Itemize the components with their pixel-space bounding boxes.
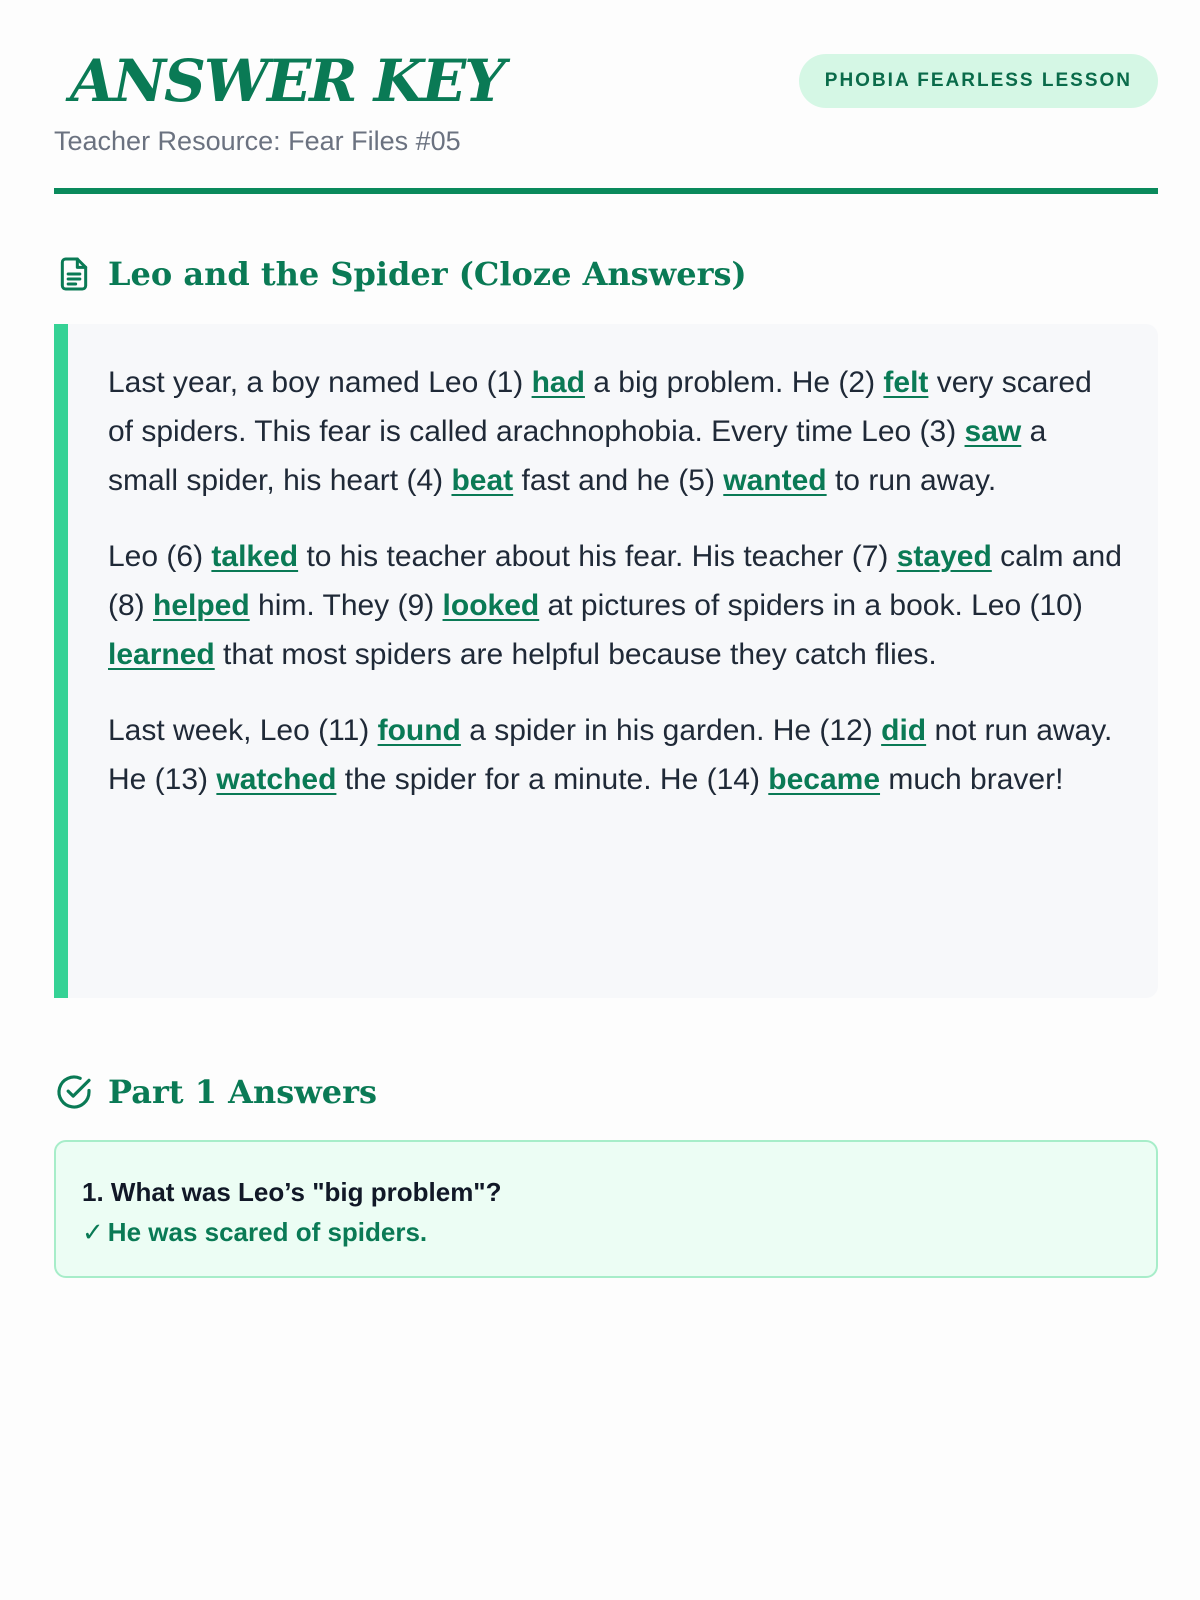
story-text: a small spider, his heart (4)	[108, 415, 1047, 497]
story-text: that most spiders are helpful because they catch flies.	[214, 638, 937, 671]
story-text: Last year, a boy named Leo (1)	[108, 366, 532, 399]
answers-section-title: Part 1 Answers	[108, 1073, 378, 1111]
story-text: to run away.	[826, 464, 997, 497]
story-section-heading	[54, 250, 747, 298]
cloze-answer: watched	[216, 763, 337, 796]
cloze-answer: stayed	[896, 540, 992, 573]
answer-card	[54, 1140, 1158, 1278]
story-text: not run away. He (13)	[108, 714, 1113, 796]
story-text: to his teacher about his fear. His teacher (7)	[298, 540, 897, 573]
story-text: a big problem. He (2)	[584, 366, 884, 399]
cloze-answer: helped	[153, 589, 250, 622]
cloze-answer: saw	[964, 415, 1022, 448]
page-title: ANSWER KEY	[70, 47, 504, 115]
story-text: a spider in his garden. He (12)	[460, 714, 882, 747]
document-icon	[54, 254, 94, 294]
story-text: much braver!	[880, 763, 1064, 796]
lesson-badge: PHOBIA FEARLESS LESSON	[799, 54, 1158, 108]
story-text: him. They (9)	[249, 589, 443, 622]
answer-key-page	[54, 0, 1158, 1247]
cloze-answer: wanted	[723, 464, 827, 497]
answer-text	[82, 1212, 1130, 1252]
cloze-answer: found	[377, 714, 461, 747]
story-text: very scared of spiders. This fear is called arachnophobia. Every time Leo (3)	[108, 366, 1092, 448]
check-circle-icon	[54, 1072, 94, 1112]
cloze-answer: felt	[883, 366, 929, 399]
story-text: Leo (6)	[108, 540, 212, 573]
cloze-answer: beat	[451, 464, 514, 497]
header-divider	[54, 188, 1158, 194]
story-text: the spider for a minute. He (14)	[336, 763, 769, 796]
answers-section-heading	[54, 1068, 377, 1116]
page-subtitle: Teacher Resource: Fear Files #05	[54, 126, 461, 156]
page-header	[54, 0, 1158, 196]
story-section-title: Leo and the Spider (Cloze Answers)	[108, 255, 747, 293]
story-text: fast and he (5)	[513, 464, 724, 497]
cloze-answer: talked	[211, 540, 299, 573]
story-paragraph	[108, 706, 1122, 804]
cloze-answer: learned	[108, 638, 215, 671]
cloze-answer: looked	[442, 589, 540, 622]
story-paragraph	[108, 358, 1122, 505]
cloze-answer: became	[768, 763, 881, 796]
story-text: Last week, Leo (11)	[108, 714, 378, 747]
story-text: calm and (8)	[108, 540, 1122, 622]
answer-value: He was scared of spiders.	[107, 1217, 428, 1247]
story-text: at pictures of spiders in a book. Leo (10)	[539, 589, 1083, 622]
cloze-answer: did	[881, 714, 927, 747]
check-mark-icon: ✓	[82, 1217, 104, 1247]
question-text: 1. What was Leo’s "big problem"?	[82, 1177, 502, 1207]
story-paragraph	[108, 532, 1122, 679]
cloze-answer: had	[531, 366, 585, 399]
story-passage	[54, 324, 1158, 998]
